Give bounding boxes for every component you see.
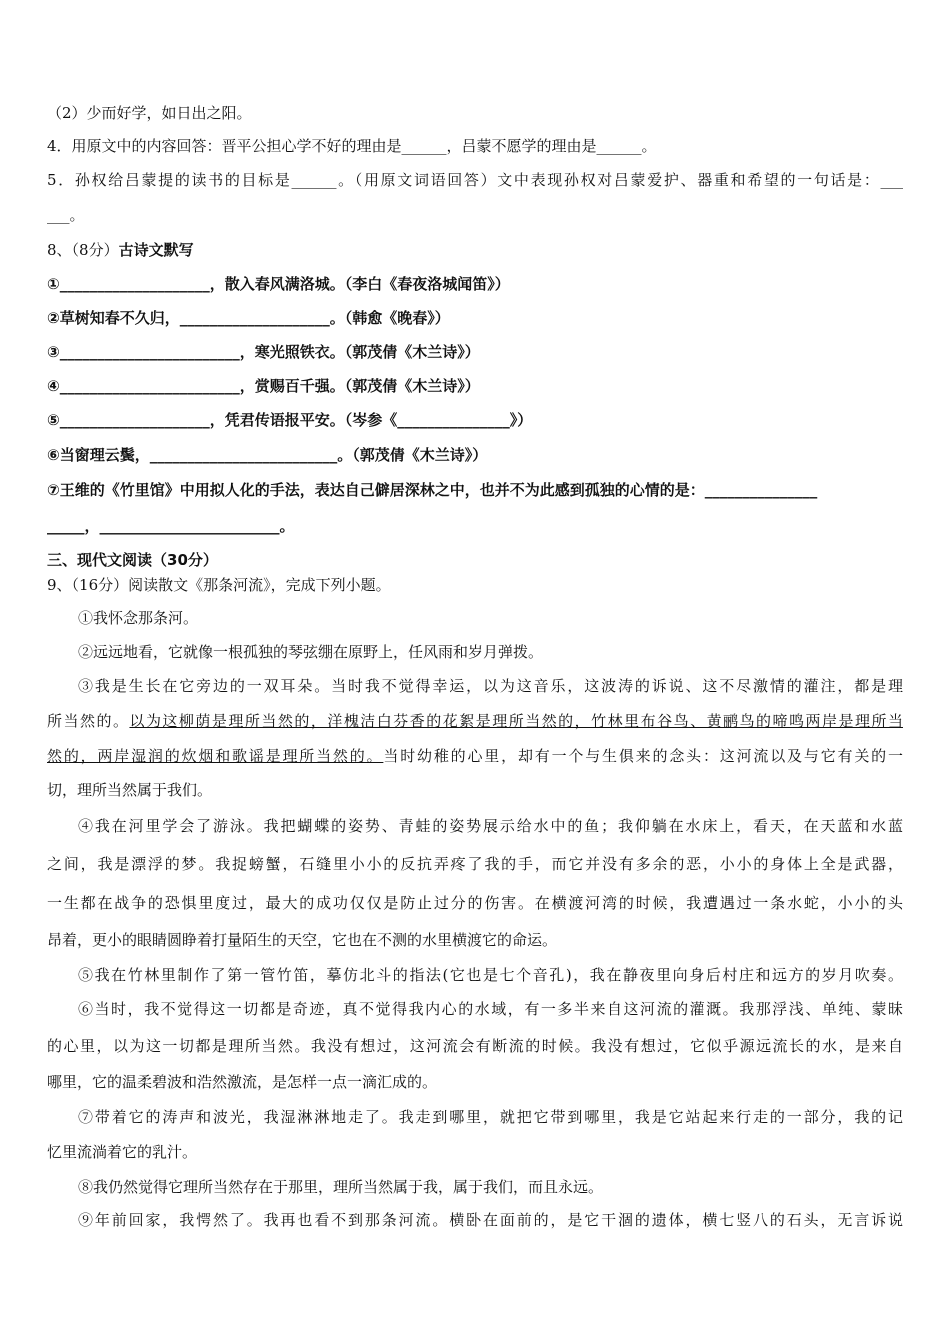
paragraph-2: ②远远地看，它就像一根孤独的琴弦绷在原野上，任风雨和岁月弹拨。 [78,643,544,661]
recitation-item-7-cont: _____，________________________。 [47,517,295,535]
paragraph-6-line: 哪里，它的温柔碧波和浩然激流，是怎样一点一滴汇成的。 [47,1073,438,1091]
paragraph-5: ⑤我在竹林里制作了第一管竹笛，摹仿北斗的指法(它也是七个音孔)，我在静夜里向身后村庄和远方的岁月吹奏。 [78,966,903,984]
paragraph-7-line: 忆里流淌着它的乳汁。 [47,1143,198,1161]
paragraph-1: ①我怀念那条河。 [78,609,199,627]
paragraph-3-line-1: ③我是生长在它旁边的一双耳朵。当时我不觉得幸运，以为这音乐，这波涛的诉说、这不尽激情的灌注，都是理 [78,677,903,695]
p3-text: 当时幼稚的心里，却有一个与生俱来的念头：这河流以及与它有关的一 [383,747,903,765]
paragraph-3-line-2 [47,711,903,731]
recitation-item-5: ⑤____________________，凭君传语报平安。（岑参《_______________》） [47,411,533,429]
p3-underlined: 以为这柳荫是理所当然的，洋槐洁白芬香的花絮是理所当然的，竹林里布谷鸟、黄鹂鸟的啼鸣两岸是理所当 [129,712,903,730]
recitation-item-1: ①____________________，散入春风满洛城。（李白《春夜洛城闻笛》） [47,275,510,293]
recitation-item-3: ③________________________，寒光照铁衣。（郭茂倩《木兰诗》） [47,343,480,361]
paragraph-7-line: ⑦带着它的涛声和波光，我湿淋淋地走了。我走到哪里，就把它带到哪里，我是它站起来行走的一部分，我的记 [78,1108,903,1126]
recitation-item-6: ⑥当窗理云鬓，_________________________。（郭茂倩《木兰诗》） [47,446,488,464]
paragraph-6-line: 的心里，以为这一切都是理所当然。我没有想过，这河流会有断流的时候。我没有想过，它似乎源远流长的水，是来自 [47,1037,903,1055]
section-3-heading: 三、现代文阅读（30分） [47,551,218,569]
recitation-item-4: ④________________________，赏赐百千强。（郭茂倩《木兰诗》） [47,377,480,395]
paragraph-3-line-4: 切，理所当然属于我们。 [47,781,213,799]
paragraph-4-line: 之间，我是漂浮的梦。我捉螃蟹，石缝里小小的反抗弄疼了我的手，而它并没有多余的恶，小小的身体上全是武器， [47,855,903,873]
recitation-item-7: ⑦王维的《竹里馆》中用拟人化的手法，表达自己僻居深林之中，也并不为此感到孤独的心情的是：_______________ [47,481,818,499]
paragraph-4-line: ④我在河里学会了游泳。我把蝴蝶的姿势、青蛙的姿势展示给水中的鱼；我仰躺在水床上，看天，在天蓝和水蓝 [78,817,903,835]
question-3-item-2: （2）少而好学，如日出之阳。 [47,104,252,122]
paragraph-9: ⑨年前回家，我愕然了。我再也看不到那条河流。横卧在面前的，是它干涸的遗体，横七竖八的石头，无言诉说 [78,1211,903,1229]
question-5-line-1: 5．孙权给吕蒙提的读书的目标是______。（用原文词语回答）文中表现孙权对吕蒙爱护、器重和希望的一句话是：___ [47,171,903,189]
question-8-prefix: 8、（8分） [47,241,119,259]
p3-text: 所当然的。 [47,712,130,730]
question-4: 4．用原文中的内容回答：晋平公担心学不好的理由是______，吕蒙不愿学的理由是______。 [47,137,657,155]
paragraph-4-line: 一生都在战争的恐惧里度过，最大的成功仅仅是防止过分的伤害。在横渡河湾的时候，我遭遇过一条水蛇，小小的头 [47,894,903,912]
p3-underlined: 然的，两岸湿润的炊烟和歌谣是理所当然的。 [47,747,384,765]
question-5-line-2: ___。 [47,206,85,224]
question-8-heading [47,240,194,260]
question-9: 9、（16分）阅读散文《那条河流》，完成下列小题。 [47,576,391,594]
paragraph-6-line: ⑥当时，我不觉得这一切都是奇迹，真不觉得我内心的水域，有一多半来自这河流的灌溉。我那浮浅、单纯、蒙昧 [78,1000,903,1018]
paragraph-4-line: 昂着，更小的眼睛圆睁着打量陌生的天空，它也在不测的水里横渡它的命运。 [47,931,558,949]
recitation-item-2: ②草树知春不久归，____________________。（韩愈《晚春》） [47,309,450,327]
question-8-title: 古诗文默写 [118,241,194,259]
paragraph-8: ⑧我仍然觉得它理所当然存在于那里，理所当然属于我，属于我们，而且永远。 [78,1178,604,1196]
paragraph-3-line-3 [47,746,903,766]
